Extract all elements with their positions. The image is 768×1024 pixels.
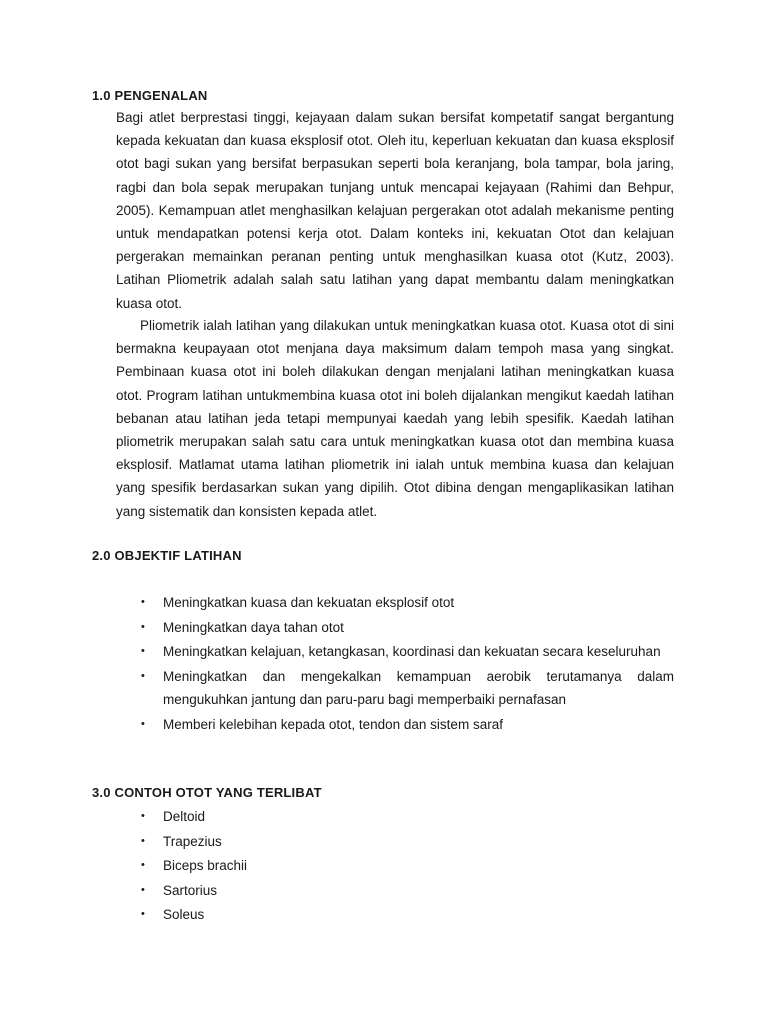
list-item	[0, 591, 674, 614]
list-item	[0, 616, 674, 639]
bullet-icon: •	[141, 620, 145, 633]
bullet-icon: •	[141, 883, 145, 896]
bullet-icon: •	[141, 908, 145, 920]
list-item-text: Meningkatkan dan mengekalkan kemampuan aerobik terutamanya dalam mengukuhkan jantung dan paru-paru bagi memperbaiki pernafasan	[163, 669, 674, 708]
list-item	[0, 903, 674, 926]
list-item	[0, 879, 674, 902]
list-item-text: Meningkatkan daya tahan otot	[163, 619, 344, 635]
list-item-text: Biceps brachii	[163, 858, 248, 873]
section-heading-pengenalan: 1.0 PENGENALAN	[92, 88, 208, 103]
bullet-icon: •	[141, 810, 145, 822]
bullet-icon: •	[141, 596, 145, 608]
pengenalan-paragraph-2: Pliometrik ialah latihan yang dilakukan untuk meningkatkan kuasa otot. Kuasa otot di sini bermakna keupayaan otot menjana daya maksimum dalam tempoh masa yang singkat. Pembinaan kuasa otot ini boleh dilakukan dengan menjalani latihan meningkatkan kuasa otot. Program latihan untukmembina kuasa otot ini boleh dijalankan mengikut kaedah latihan bebanan atau latihan jeda tetapi mempunyai kaedah yang lebih spesifik. Kaedah latihan pliometrik merupakan salah satu cara untuk meningkatkan kuasa otot dan membina kuasa eksplosif. Matlamat utama latihan pliometrik ini ialah untuk membina kuasa dan kelajuan yang spesifik berdasarkan sukan yang dipilih. Otot dibina dengan mengaplikasikan latihan yang sistematik dan konsisten kepada atlet.	[116, 318, 674, 519]
objektif-list	[0, 591, 768, 738]
bullet-icon: •	[141, 718, 145, 731]
list-item-text: Memberi kelebihan kepada otot, tendon dan sistem saraf	[163, 717, 503, 733]
bullet-icon: •	[141, 859, 145, 871]
section-heading-objektif: 2.0 OBJEKTIF LATIHAN	[92, 548, 242, 563]
list-item-text: Meningkatkan kelajuan, ketangkasan, koordinasi dan kekuatan secara keseluruhan	[163, 644, 661, 660]
list-item	[0, 713, 674, 736]
bullet-icon: •	[141, 670, 145, 683]
list-item-text: Meningkatkan kuasa dan kekuatan eksplosif otot	[163, 595, 455, 610]
pengenalan-paragraph-1: Bagi atlet berprestasi tinggi, kejayaan dalam sukan bersifat kompetatif sangat bergantung kepada kekuatan dan kuasa eksplosif otot. Oleh itu, keperluan kekuatan dan kuasa eksplosif otot bagi sukan yang bersifat berpasukan seperti bola keranjang, bola tampar, bola jaring, ragbi dan bola sepak merupakan tunjang untuk mencapai kejayaan (Rahimi dan Behpur, 2005). Kemampuan atlet menghasilkan kelajuan pergerakan otot adalah mekanisme penting untuk mendapatkan potensi kerja otot. Dalam konteks ini, kekuatan Otot dan kelajuan pergerakan memainkan peranan penting untuk menghasilkan kuasa otot (Kutz, 2003). Latihan Pliometrik adalah salah satu latihan yang dapat membantu dalam meningkatkan kuasa otot.	[116, 110, 674, 311]
list-item-text: Sartorius	[163, 882, 218, 898]
otot-list	[0, 805, 768, 928]
section-heading-otot: 3.0 CONTOH OTOT YANG TERLIBAT	[92, 785, 322, 800]
list-item	[0, 854, 674, 877]
list-item	[0, 805, 674, 828]
bullet-icon: •	[141, 834, 145, 847]
list-item-text: Trapezius	[163, 833, 222, 849]
list-item-text: Deltoid	[163, 809, 206, 824]
list-item	[0, 640, 674, 663]
list-item	[0, 830, 674, 853]
list-item	[0, 665, 674, 711]
list-item-text: Soleus	[163, 907, 205, 922]
bullet-icon: •	[141, 645, 145, 658]
